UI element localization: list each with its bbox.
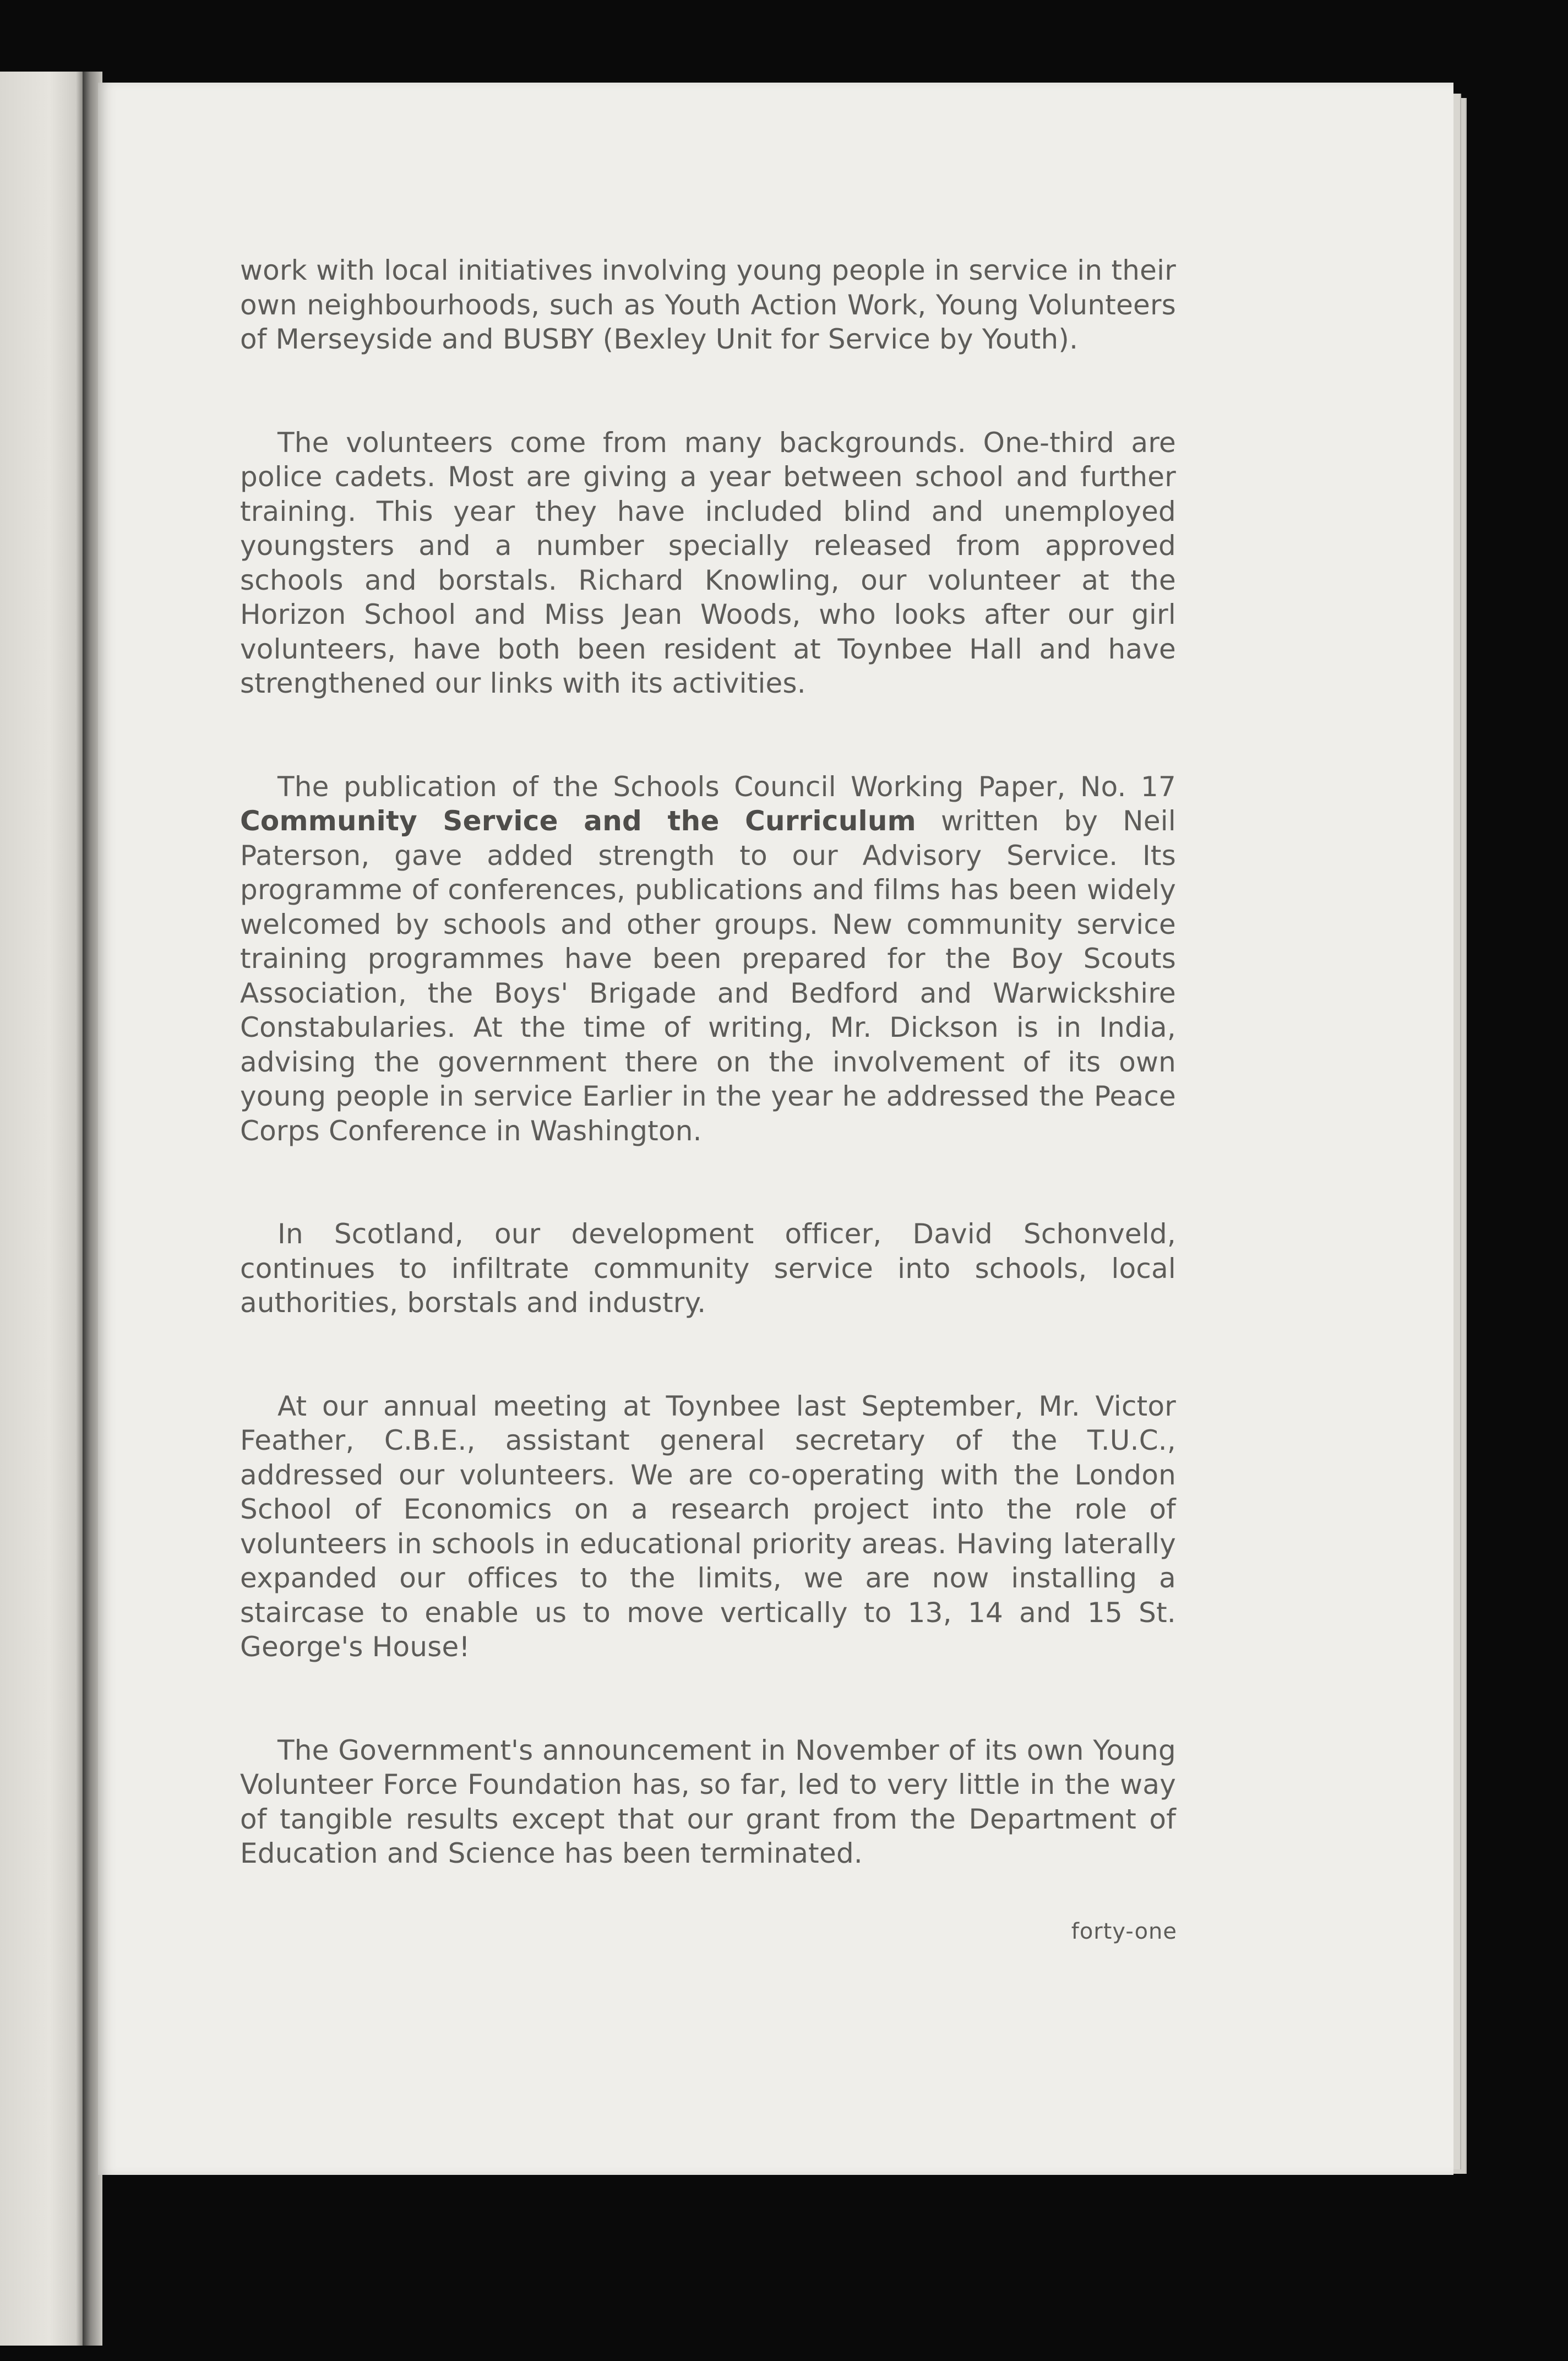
page-number: forty-one: [1071, 1919, 1177, 1944]
paragraph-5: At our annual meeting at Toynbee last September, Mr. Victor Feather, C.B.E., assistant general secretary of the T.U.C., addressed our volunteers. We are co-operating with the London School of Economics on a research project into the role of volunteers in schools in educational priority areas. Having laterally expanded our offices to the limits, we are now installing a staircase to enable us to move vertically to 13, 14 and 15 St. George's House!: [240, 1390, 1176, 1663]
left-facing-page: [0, 72, 83, 2346]
paragraph-3: [240, 770, 1176, 1149]
paragraph-6: The Government's announcement in November of its own Young Volunteer Force Foundation has, so far, led to very little in the way of tangible results except that our grant from the Department of Education and Science has been terminated.: [240, 1734, 1176, 1869]
paragraph-2: The volunteers come from many backgrounds. One-third are police cadets. Most are giving a year between school and further training. This year they have included blind and unemployed youngsters and a number specially released from approved schools and borstals. Richard Knowling, our volunteer at the Horizon School and Miss Jean Woods, who looks after our girl volunteers, have both been resident at Toynbee Hall and have strengthened our links with its activities.: [240, 426, 1176, 699]
paragraph-3-lead: The publication of the Schools Council Working Paper, No. 17: [277, 770, 1176, 803]
paragraph-1: work with local initiatives involving young people in service in their own neighbourhoods, such as Youth Action Work, Young Volunteers of Merseyside and BUSBY (Bexley Unit for Service by Youth).: [240, 254, 1176, 355]
right-page: [98, 83, 1453, 2175]
body-text: [240, 253, 1176, 1940]
paragraph-3-rest: written by Neil Paterson, gave added strength to our Advisory Service. Its programme of conferences, publications and films has been widely welcomed by schools and other groups. New community service training programmes have been prepared for the Boy Scouts Association, the Boys' Brigade and Bedford and Warwickshire Constabularies. At the time of writing, Mr. Dickson is in India, advising the government there on the involvement of its own young people in service Earlier in the year he addressed the Peace Corps Conference in Washington.: [240, 805, 1176, 1147]
paragraph-4: In Scotland, our development officer, David Schonveld, continues to infiltrate community service into schools, local authorities, borstals and industry.: [240, 1218, 1176, 1319]
publication-title: Community Service and the Curriculum: [240, 805, 916, 837]
